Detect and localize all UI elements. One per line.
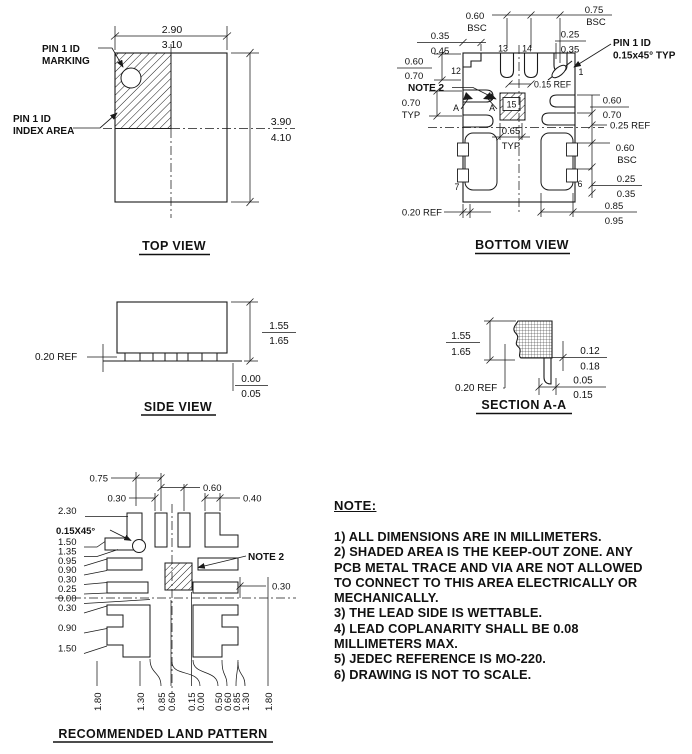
note-line: 6) DRAWING IS NOT TO SCALE. xyxy=(334,666,532,682)
dim-right-pitch-val: 0.60 xyxy=(615,143,635,154)
lp-left-0: 1.50 xyxy=(58,537,77,548)
lp-bottom-8: 0.85 xyxy=(232,692,243,711)
section-lead-foot xyxy=(544,358,551,384)
side-lead-3 xyxy=(177,353,188,361)
section-dim-height-min: 1.55 xyxy=(451,331,471,342)
dim-top-right-max: 0.35 xyxy=(560,44,580,56)
section-hatch-body xyxy=(514,321,552,358)
pin6-number: 6 xyxy=(577,179,583,189)
section-dim-foot-min: 0.05 xyxy=(573,375,593,387)
side-dim-standoff-min: 0.00 xyxy=(241,374,261,385)
dim-top-right-min: 0.25 xyxy=(560,29,580,41)
note-line: MILLIMETERS MAX. xyxy=(334,636,458,652)
land-pattern-pads xyxy=(105,513,238,657)
dim-pin1-pitch-val: 0.75 xyxy=(584,5,604,16)
pad-mid-right-1 xyxy=(198,558,238,570)
dim-width-min: 3.10 xyxy=(161,39,183,51)
lp-left-4: 0.30 xyxy=(58,574,77,586)
pin1-index-label-1: PIN 1 ID xyxy=(13,114,51,125)
lp-left-1: 1.35 xyxy=(58,546,77,558)
land-pattern xyxy=(30,450,330,754)
bottom-view-title: BOTTOM VIEW xyxy=(475,238,569,252)
right-edge-notch-2 xyxy=(567,169,578,182)
pad-top-mid-1 xyxy=(155,513,167,547)
dim-right-lower-min: 0.25 xyxy=(616,174,636,185)
lp-bottom-9: 1.30 xyxy=(241,692,252,711)
pin15-number: 15 xyxy=(506,99,517,110)
dim-right-upper-min: 0.60 xyxy=(602,95,622,107)
lp-bottom-3: 0.60 xyxy=(167,692,178,711)
note-line: 2) SHADED AREA IS THE KEEP-OUT ZONE. ANY xyxy=(334,544,634,560)
lp-left-7: 0.30 xyxy=(58,603,77,614)
lp-dim-030-top: 0.30 xyxy=(107,493,126,505)
side-view xyxy=(25,280,305,420)
lp-bottom-4: 0.15 xyxy=(187,692,198,711)
dim-corner-pad-max: 0.45 xyxy=(430,46,450,57)
pin1-id-leader xyxy=(574,44,611,67)
pin1-number: 1 xyxy=(578,67,584,77)
pad-top-mid-2 xyxy=(178,513,190,547)
dim-right-ref: 0.25 REF xyxy=(610,120,651,132)
bottom-view xyxy=(392,0,692,262)
section-dim-lead-max: 0.18 xyxy=(580,361,600,373)
dim-right-upper-max: 0.70 xyxy=(602,110,622,121)
lp-bottom-6: 0.50 xyxy=(214,692,225,711)
lp-note2-label: NOTE 2 xyxy=(248,552,285,563)
section-dim-lead-min: 0.12 xyxy=(580,346,600,357)
note-line: PCB METAL TRACE AND VIA ARE NOT ALLOWED xyxy=(334,559,643,575)
dim-height-min: 4.10 xyxy=(270,132,292,144)
side-view-body xyxy=(103,302,242,361)
big-pad-left xyxy=(465,133,497,190)
dim-left-lower-typ: TYP xyxy=(401,110,421,121)
dim-corner-pad-min: 0.35 xyxy=(430,31,450,42)
dim-right-lower-max: 0.35 xyxy=(616,189,636,200)
lp-dim-040: 0.40 xyxy=(243,493,262,505)
land-pattern-title: RECOMMENDED LAND PATTERN xyxy=(58,727,268,741)
dim-pad-width-max: 0.95 xyxy=(604,216,624,227)
note-line: 1) ALL DIMENSIONS ARE IN MILLIMETERS. xyxy=(334,529,602,544)
lp-chamfer-label: 0.15X45° xyxy=(56,526,96,537)
pad-chamfer-circle xyxy=(133,540,146,553)
dim-height-max: 3.90 xyxy=(270,116,292,128)
dim-left-upper-max: 0.70 xyxy=(404,71,424,82)
dim-right-pitch-bsc: BSC xyxy=(617,155,637,166)
section-aa-title: SECTION A-A xyxy=(481,398,567,412)
lp-left-3: 0.90 xyxy=(58,565,77,576)
dim-center-val: 0.65 xyxy=(501,126,521,137)
dim-chamfer-ref: 0.15 REF xyxy=(534,79,572,90)
section-dim-height-max: 1.65 xyxy=(451,347,471,358)
left-edge-notch-2 xyxy=(458,169,469,182)
pin1-id-label-1: PIN 1 ID xyxy=(613,38,651,49)
pin1-index-label-2: INDEX AREA xyxy=(13,126,75,137)
pin1-index-leader xyxy=(73,113,117,128)
pad-mid-left-2 xyxy=(107,582,148,593)
pin14-number: 14 xyxy=(522,43,532,54)
note2-label: NOTE 2 xyxy=(408,83,445,94)
dim-pin1-pitch-bsc: BSC xyxy=(586,17,606,28)
side-dim-height-min: 1.55 xyxy=(269,321,289,332)
note-line: TO CONNECT TO THIS AREA ELECTRICALLY OR xyxy=(334,574,638,590)
lp-bottom-0: 1.80 xyxy=(93,692,104,711)
side-dim-standoff-max: 0.05 xyxy=(241,389,261,400)
lp-left-6: 0.00 xyxy=(58,593,77,605)
pin7-number: 7 xyxy=(454,182,460,192)
notes-block xyxy=(334,498,690,682)
pin1-marking-label-1: PIN 1 ID xyxy=(42,44,80,55)
pin13-number: 13 xyxy=(498,43,508,54)
pin1-marking-label-2: MARKING xyxy=(42,56,90,67)
lp-dim-060: 0.60 xyxy=(203,483,222,494)
notes-heading: NOTE: xyxy=(334,498,377,513)
lp-left-9: 1.50 xyxy=(58,643,77,655)
section-dim-foot-max: 0.15 xyxy=(573,390,593,401)
section-a-left: A xyxy=(453,103,459,113)
pad-mid-left-1 xyxy=(107,558,142,570)
lp-left-5: 0.25 xyxy=(58,584,77,595)
lp-dim-030-right: 0.30 xyxy=(272,581,291,593)
right-edge-notch-1 xyxy=(567,143,578,156)
section-aa xyxy=(415,285,692,420)
side-lead-2 xyxy=(153,353,165,361)
side-dim-ref: 0.20 REF xyxy=(35,352,78,363)
lp-bottom-1: 1.30 xyxy=(136,692,147,711)
pad-bottom-right-comb xyxy=(193,605,238,657)
lp-bottom-7: 0.60 xyxy=(223,692,234,711)
top-view-body xyxy=(103,44,295,218)
top-view-title: TOP VIEW xyxy=(142,239,206,253)
dim-center-typ: TYP xyxy=(501,141,521,152)
note-line: 5) JEDEC REFERENCE IS MO-220. xyxy=(334,651,546,667)
lp-dim-230: 2.30 xyxy=(58,506,77,517)
dim-pad-width-min: 0.85 xyxy=(604,201,624,212)
lp-left-2: 0.95 xyxy=(58,556,77,567)
pin1-marking-dot xyxy=(121,68,141,88)
top-view xyxy=(0,0,392,262)
section-a-right: A xyxy=(489,103,495,113)
lp-bottom-5: 0.00 xyxy=(196,692,207,711)
dim-width-max: 2.90 xyxy=(161,24,183,36)
dim-left-upper-min: 0.60 xyxy=(404,56,424,68)
note-line: 3) THE LEAD SIDE IS WETTABLE. xyxy=(334,605,543,621)
pad-bottom-left-comb xyxy=(107,605,150,657)
note-line: 4) LEAD COPLANARITY SHALL BE 0.08 xyxy=(334,620,579,636)
pin12-number: 12 xyxy=(451,66,461,76)
dim-pitch-top-val: 0.60 xyxy=(465,11,485,22)
dim-edge-ref: 0.20 REF xyxy=(401,207,442,219)
pad-top-right-L xyxy=(205,513,238,547)
side-lead-4 xyxy=(202,353,217,361)
lp-dim-075: 0.75 xyxy=(89,473,108,485)
note-line: MECHANICALLY. xyxy=(334,590,439,606)
pin1-id-label-2: 0.15x45° TYP xyxy=(613,50,676,62)
side-dim-height-max: 1.65 xyxy=(269,336,289,347)
side-view-title: SIDE VIEW xyxy=(143,400,213,414)
dim-pitch-top-bsc: BSC xyxy=(467,23,487,34)
pin1-index-hatch xyxy=(115,53,171,129)
dim-left-lower-val: 0.70 xyxy=(401,98,421,109)
left-edge-notch-1 xyxy=(458,143,469,156)
lp-bottom-2: 0.85 xyxy=(157,692,168,711)
section-dim-ref: 0.20 REF xyxy=(455,383,498,394)
side-lead-1 xyxy=(125,353,140,361)
pad-mid-right-2 xyxy=(193,582,238,593)
lp-bottom-10: 1.80 xyxy=(264,692,275,711)
lp-left-8: 0.90 xyxy=(58,623,77,634)
keepout-hatch xyxy=(165,563,192,590)
